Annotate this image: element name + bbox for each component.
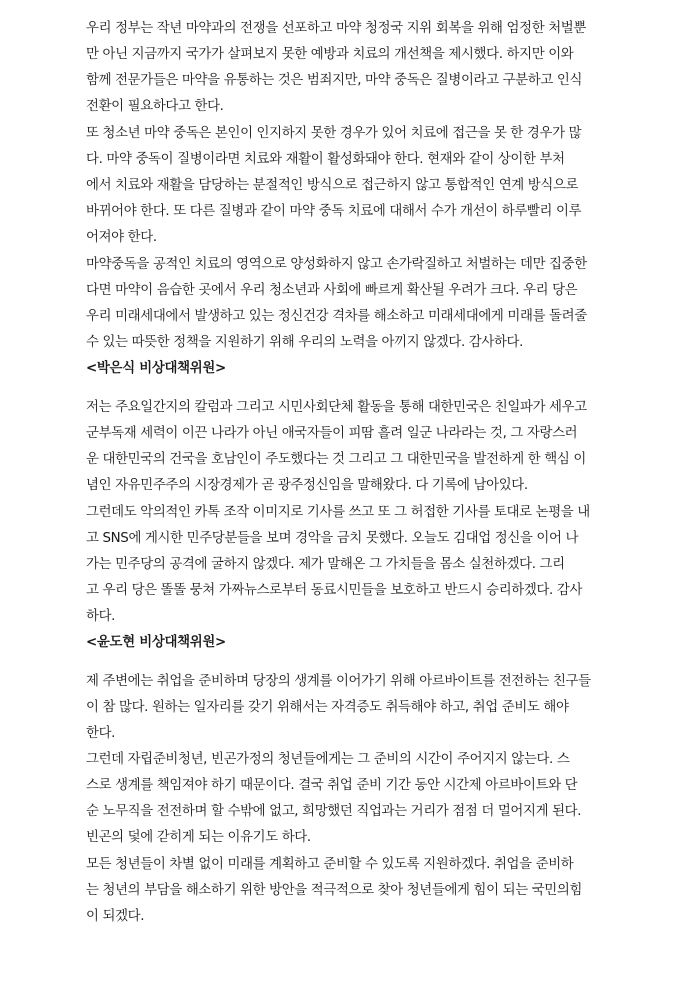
paragraph-4 — [86, 395, 616, 499]
paragraph-line: 순 노무직을 전전하며 할 수밖에 없고, 희망했던 직업과는 거리가 점점 더 멀어지게 된다. — [86, 804, 582, 819]
paragraph-line: 군부독재 세력이 이끈 나라가 아닌 애국자들이 피땀 흘려 일군 나라라는 것, 그 자랑스러 — [86, 426, 578, 441]
paragraph-line: 마약중독을 공적인 치료의 영역으로 양성화하지 않고 손가락질하고 처벌하는 데만 집중한 — [86, 257, 587, 272]
paragraph-line: 만 아닌 지금까지 국가가 살펴보지 못한 예방과 치료의 개선책을 제시했다. 하지만 이와 — [86, 47, 574, 62]
paragraph-2 — [86, 121, 616, 251]
paragraph-line: 어져야 한다. — [86, 230, 157, 245]
paragraph-8 — [86, 852, 616, 930]
paragraph-line: 저는 주요일간지의 칼럼과 그리고 시민사회단체 활동을 통해 대한민국은 친일파가 세우고 — [86, 400, 587, 415]
paragraph-line: 다. 마약 중독이 질병이라면 치료와 재활이 활성화돼야 한다. 현재와 같이 상이한 부처 — [86, 152, 565, 167]
paragraph-1 — [86, 16, 616, 120]
paragraph-6 — [86, 669, 616, 747]
paragraph-line: 이 되겠다. — [86, 909, 145, 924]
paragraph-line: 전환이 필요하다고 한다. — [86, 99, 224, 114]
paragraph-line: 우리 미래세대에서 발생하고 있는 정신건강 격차를 해소하고 미래세대에게 미래를 돌려줄 — [86, 309, 587, 324]
paragraph-3 — [86, 252, 616, 356]
paragraph-line: 우리 정부는 작년 마약과의 전쟁을 선포하고 마약 청정국 지위 회복을 위해 엄정한 처벌뿐 — [86, 21, 586, 36]
paragraph-line: 스로 생계를 책임져야 하기 때문이다. 결국 취업 준비 기간 동안 시간제 아르바이트와 단 — [86, 778, 578, 793]
paragraph-line: 또 청소년 마약 중독은 본인이 인지하지 못한 경우가 있어 치료에 접근을 못 한 경우가 많 — [86, 126, 582, 141]
paragraph-line: 에서 치료와 재활을 담당하는 분절적인 방식으로 접근하지 않고 통합적인 연계 방식으로 — [86, 178, 579, 193]
paragraph-5 — [86, 500, 616, 630]
paragraph-line: 함께 전문가들은 마약을 유통하는 것은 범죄지만, 마약 중독은 질병이라고 구분하고 인식 — [86, 73, 583, 88]
speaker-heading-yoon: <윤도현 비상대책위원> — [86, 635, 226, 650]
paragraph-line: 가는 민주당의 공격에 굴하지 않겠다. 제가 말해온 그 가치들을 몸소 실천하겠다. 그리 — [86, 557, 565, 572]
paragraph-line: 제 주변에는 취업을 준비하며 당장의 생계를 이어가기 위해 아르바이트를 전전하는 친구들 — [86, 674, 591, 689]
paragraph-line: 바뀌어야 한다. 또 다른 질병과 같이 마약 중독 치료에 대해서 수가 개선이 하루빨리 이루 — [86, 204, 582, 219]
paragraph-line: 수 있는 따뜻한 정책을 지원하기 위해 우리의 노력을 아끼지 않겠다. 감사하다. — [86, 335, 524, 350]
paragraph-line: 빈곤의 덫에 갇히게 되는 이유기도 하다. — [86, 830, 311, 845]
paragraph-line: 운 대한민국의 건국을 호남인이 주도했다는 것 그리고 그 대한민국을 발전하게 한 핵심 이 — [86, 452, 586, 467]
paragraph-line: 고 우리 당은 똘똘 뭉쳐 가짜뉴스로부터 동료시민들을 보호하고 반드시 승리하겠다. 감사 — [86, 583, 583, 598]
paragraph-line: 다면 마약이 음습한 곳에서 우리 청소년과 사회에 빠르게 확산될 우려가 크다. 우리 당은 — [86, 283, 578, 298]
paragraph-line: 하다. — [86, 609, 116, 624]
paragraph-line: 념인 자유민주주의 시장경제가 곧 광주정신임을 말해왔다. 다 기록에 남아있다. — [86, 478, 528, 493]
paragraph-line: 그런데 자립준비청년, 빈곤가정의 청년들에게는 그 준비의 시간이 주어지지 않는다. 스 — [86, 752, 570, 767]
paragraph-line: 는 청년의 부담을 해소하기 위한 방안을 적극적으로 찾아 청년들에게 힘이 되는 국민의힘 — [86, 883, 583, 898]
paragraph-line: 한다. — [86, 726, 116, 741]
paragraph-line: 그런데도 악의적인 카톡 조작 이미지로 기사를 쓰고 또 그 허접한 기사를 토대로 논평을 내 — [86, 505, 590, 520]
paragraph-line: 모든 청년들이 차별 없이 미래를 계획하고 준비할 수 있도록 지원하겠다. 취업을 준비하 — [86, 857, 574, 872]
speaker-heading-park: <박은식 비상대책위원> — [86, 361, 226, 376]
paragraph-7 — [86, 747, 616, 851]
paragraph-line: 이 참 많다. 원하는 일자리를 갖기 위해서는 자격증도 취득해야 하고, 취업 준비도 해야 — [86, 700, 569, 715]
paragraph-line: 고 SNS에 게시한 민주당분들을 보며 경악을 금치 못했다. 오늘도 김대업 정신을 이어 나 — [86, 531, 579, 546]
